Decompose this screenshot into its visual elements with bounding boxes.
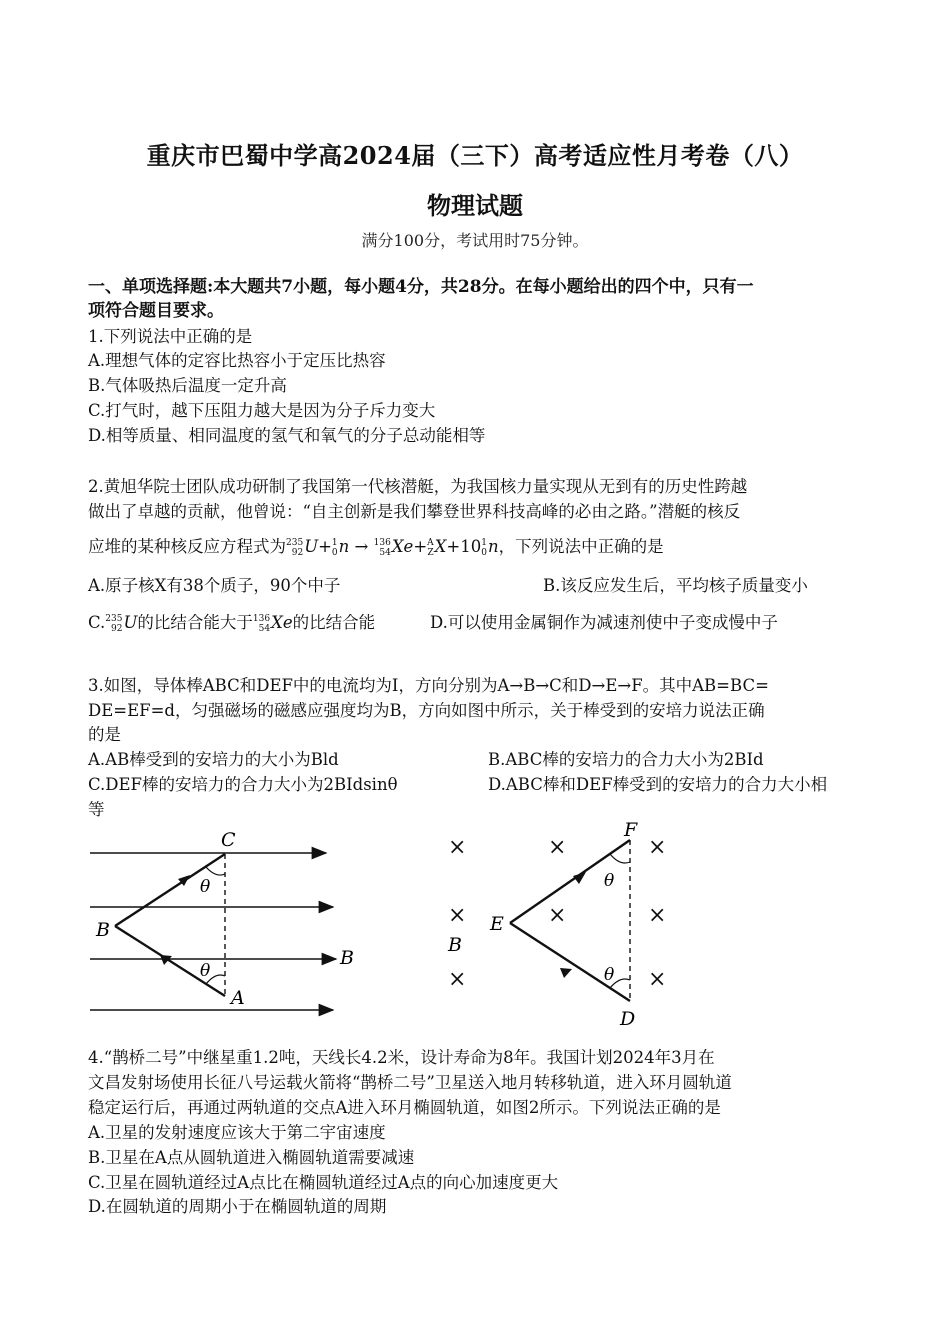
q3-option-d-line1: D.ABC棒和DEF棒受到的安培力的合力大小相 — [488, 775, 828, 794]
label-b-point: B — [96, 919, 110, 941]
svg-text:×: × — [448, 903, 467, 928]
svg-text:×: × — [448, 835, 467, 860]
q3-option-c: C.DEF棒的安培力的合力大小为2BIdsinθ — [88, 775, 398, 794]
q3-option-d-line2: 等 — [88, 800, 105, 819]
label-f: F — [624, 819, 638, 841]
q1-option-b: B.气体吸热后温度一定升高 — [88, 376, 287, 395]
label-a: A — [231, 987, 245, 1009]
angle-theta-f: θ — [604, 871, 615, 891]
q2-option-c: C. 235 92 U的比结合能大于 136 54 Xe的比结合能 — [88, 613, 376, 634]
q3-line3: 的是 — [88, 725, 121, 744]
nuclear-equation: 235 92 U+ 1 0 n → 136 54 Xe+ A Z X+10 1 0 n — [286, 537, 499, 558]
q2-option-d: D.可以使用金属铜作为减速剂使中子变成慢中子 — [430, 613, 778, 632]
q2-option-b: B.该反应发生后，平均核子质量变小 — [543, 576, 808, 595]
q4-line1: 4.“鹊桥二号”中继星重1.2吨，天线长4.2米，设计寿命为8年。我国计划2024年3月在 — [88, 1048, 715, 1067]
angle-theta-lower: θ — [200, 961, 211, 981]
label-field-b2: B — [448, 934, 462, 956]
q3-line2: DE=EF=d，匀强磁场的磁感应强度均为B，方向如图中所示，关于棒受到的安培力说法正确 — [88, 701, 765, 720]
svg-text:×: × — [648, 835, 667, 860]
svg-text:×: × — [648, 903, 667, 928]
label-d: D — [620, 1008, 636, 1030]
q1-stem: 1.下列说法中正确的是 — [88, 327, 253, 346]
label-e: E — [490, 913, 504, 935]
label-c: C — [221, 829, 236, 851]
q1-option-a: A.理想气体的定容比热容小于定压比热容 — [88, 351, 386, 370]
q2-option-a: A.原子核X有38个质子，90个中子 — [88, 576, 341, 595]
paper-title: 重庆市巴蜀中学高2024届（三下）高考适应性月考卷（八） — [146, 141, 804, 170]
section-heading-line2: 项符合题目要求。 — [88, 301, 224, 321]
svg-text:×: × — [448, 967, 467, 992]
q2-line3: 应堆的某种核反应方程式为 235 92 U+ 1 0 n → 136 54 Xe+ A Z X+10 1 0 n，下列说法中正确的是 — [88, 537, 664, 558]
q1-option-c: C.打气时，越下压阻力越大是因为分子斥力变大 — [88, 401, 436, 420]
q4-option-c: C.卫星在圆轨道经过A点比在椭圆轨道经过A点的向心加速度更大 — [88, 1173, 559, 1192]
q3-figure-def — [440, 818, 680, 1033]
label-field-b: B — [340, 947, 354, 969]
q3-option-a: A.AB棒受到的安培力的大小为Bld — [88, 750, 339, 769]
q3-line1: 3.如图，导体棒ABC和DEF中的电流均为I，方向分别为A→B→C和D→E→F。其中AB=BC= — [88, 676, 769, 695]
q4-option-a: A.卫星的发射速度应该大于第二宇宙速度 — [88, 1123, 386, 1142]
svg-text:×: × — [548, 835, 567, 860]
q3-figure-abc — [88, 826, 388, 1036]
exam-info: 满分100分，考试用时75分钟。 — [361, 231, 589, 250]
q2-line1: 2.黄旭华院士团队成功研制了我国第一代核潜艇，为我国核力量实现从无到有的历史性跨越 — [88, 477, 748, 496]
q1-option-d: D.相等质量、相同温度的氢气和氧气的分子总动能相等 — [88, 426, 486, 445]
angle-theta-upper: θ — [200, 877, 211, 897]
svg-text:×: × — [548, 903, 567, 928]
q4-option-d: D.在圆轨道的周期小于在椭圆轨道的周期 — [88, 1197, 387, 1216]
field-lines — [90, 853, 336, 1010]
q4-line2: 文昌发射场使用长征八号运载火箭将“鹊桥二号”卫星送入地月转移轨道，进入环月圆轨道 — [88, 1073, 732, 1092]
section-heading-line1: 一、单项选择题:本大题共7小题，每小题4分，共28分。在每小题给出的四个中，只有一 — [88, 277, 754, 297]
q3-option-b: B.ABC棒的安培力的合力大小为2BId — [488, 750, 764, 769]
svg-text:×: × — [648, 967, 667, 992]
q4-option-b: B.卫星在A点从圆轨道进入椭圆轨道需要减速 — [88, 1148, 415, 1167]
q4-line3: 稳定运行后，再通过两轨道的交点A进入环月椭圆轨道，如图2所示。下列说法正确的是 — [88, 1098, 721, 1117]
angle-theta-d: θ — [604, 965, 615, 985]
q2-line2: 做出了卓越的贡献，他曾说：“自主创新是我们攀登世界科技高峰的必由之路。”潜艇的核反 — [88, 502, 741, 521]
paper-subject: 物理试题 — [427, 191, 523, 220]
field-crosses — [448, 835, 666, 992]
current-arrow-de — [560, 968, 572, 978]
